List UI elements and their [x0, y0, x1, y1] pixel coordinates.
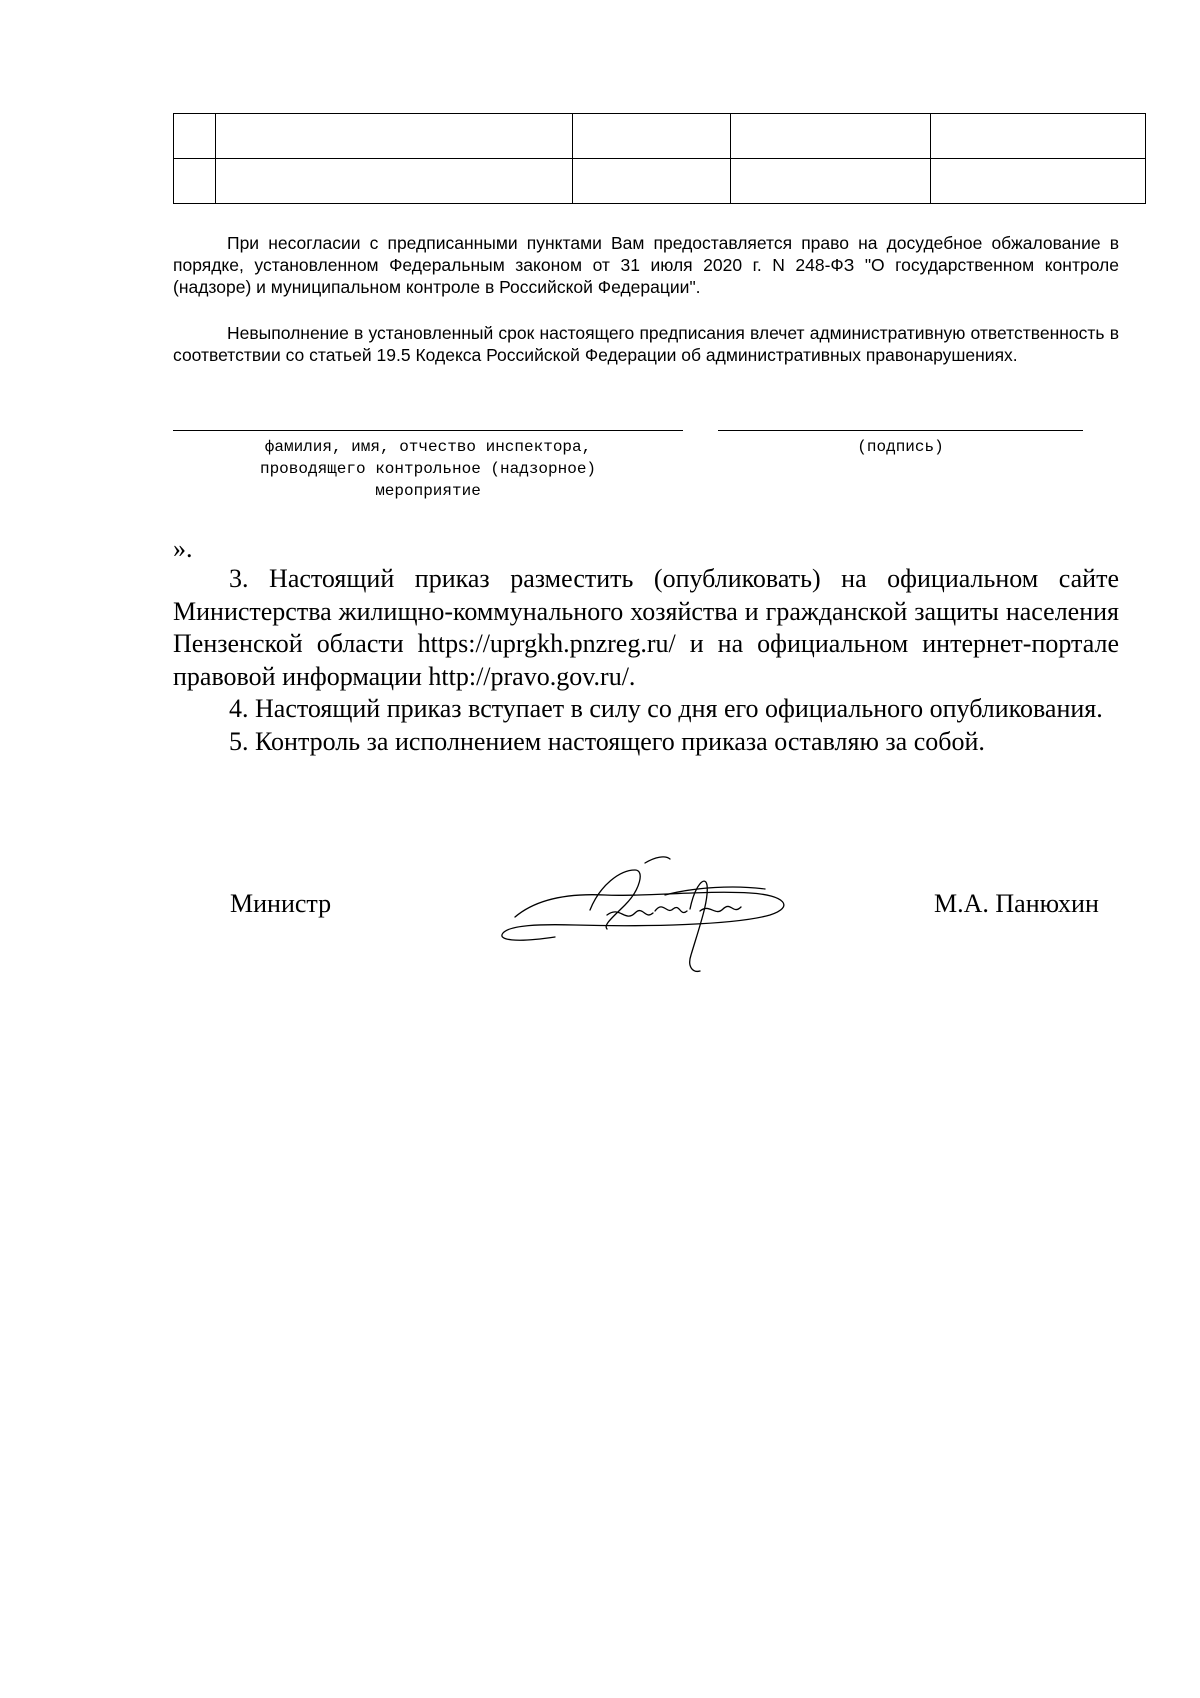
table-cell [174, 159, 216, 204]
blank-table [173, 113, 1146, 204]
paragraph-publication: 3. Настоящий приказ разместить (опубликовать) на официальном сайте Министерства жилищно-коммунального хозяйства и гражданской защиты населения Пензенской области https://uprgkh.pnzreg.ru/ и на официальном интернет-портале правовой информации http://pravo.gov.ru/. [173, 564, 1119, 691]
order-paragraphs [173, 563, 1119, 758]
table-cell [573, 114, 731, 159]
liability-notice: Невыполнение в установленный срок настоящего предписания влечет административную ответственность в соответствии со статьей 19.5 Кодекса Российской Федерации об административных правонарушениях. [173, 323, 1119, 365]
inspector-caption: фамилия, имя, отчество инспектора, проводящего контрольное (надзорное) мероприятие [259, 438, 597, 500]
table-cell [216, 114, 573, 159]
table-cell [731, 159, 931, 204]
table-row [174, 159, 1146, 204]
table-row [174, 114, 1146, 159]
signature-caption: (подпись) [857, 438, 944, 456]
inspector-name-line [173, 430, 683, 431]
table-cell [573, 159, 731, 204]
table-cell [216, 159, 573, 204]
appeal-notice: При несогласии с предписанными пунктами Вам предоставляется право на досудебное обжалование в порядке, установленном Федеральным законом от 31 июля 2020 г. N 248-ФЗ "О государственном контроле (надзоре) и муниципальном контроле в Российской Федерации". [173, 233, 1119, 297]
handwritten-signature [495, 845, 835, 975]
table-cell [931, 114, 1146, 159]
table-cell [174, 114, 216, 159]
paragraph-effective-date: 4. Настоящий приказ вступает в силу со дня его официального опубликования. [229, 694, 1103, 723]
signatory-title: Министр [230, 889, 332, 918]
signature-line [718, 430, 1083, 431]
closing-quote: ». [173, 534, 193, 563]
signatory-name: М.А. Панюхин [934, 889, 1099, 918]
paragraph-control: 5. Контроль за исполнением настоящего приказа оставляю за собой. [229, 726, 985, 756]
table-cell [931, 159, 1146, 204]
table-cell [731, 114, 931, 159]
